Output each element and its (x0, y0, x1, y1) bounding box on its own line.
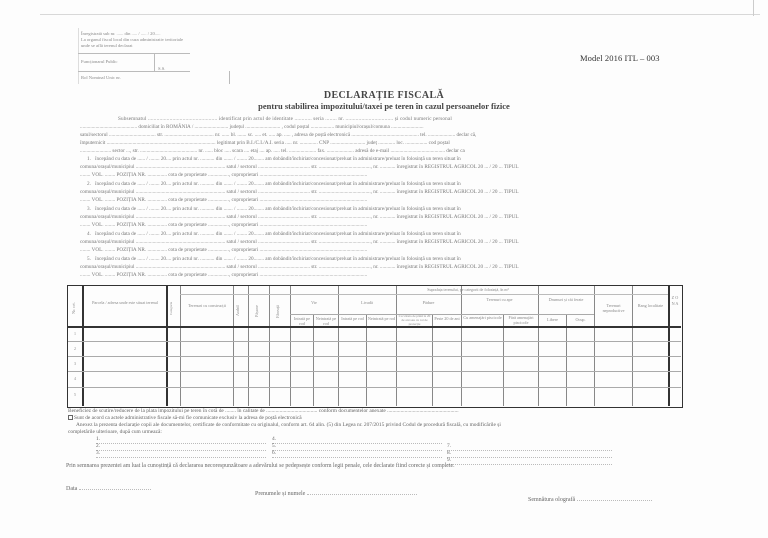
col-header-nr: Nr. crt. (71, 302, 76, 314)
annex-item-number: 7. (447, 443, 452, 449)
col-header-built-land: Terenuri cu construcții (188, 303, 226, 308)
group-header-roads: Drumuri și căi ferate (548, 297, 584, 302)
group-header-vineyard: Vie (311, 300, 317, 305)
row-line (68, 356, 681, 357)
annex-item-number: 9. (447, 457, 452, 463)
box-border (78, 28, 79, 84)
date-field-row[interactable] (66, 485, 151, 493)
grid-line (180, 294, 668, 295)
initials: S.S. (158, 66, 166, 71)
grid-line (538, 286, 539, 406)
divider (154, 53, 155, 71)
registration-line: Înregistrată sub nr. ...... din ..... / ..... / 20..... (81, 31, 161, 36)
col-header-parcel: Parcela / adresa unde este situat terenul (92, 300, 158, 305)
entry-5-line-3[interactable]: ........ VOL. ........ POZIȚIA NR. ............... cota de proprietate ................, coproprietari ................................................................................... (80, 272, 368, 278)
annex-item-number: 6. (272, 450, 277, 456)
date-label: Data (66, 486, 78, 492)
entry-1-number: 1. (87, 156, 91, 162)
grid-line (313, 314, 314, 406)
signature-field[interactable] (577, 496, 652, 501)
grid-line (82, 286, 84, 406)
grid-line (432, 314, 433, 406)
annex-item-number: 1. (96, 436, 101, 442)
entry-3-number: 3. (87, 206, 91, 212)
row-line (68, 341, 681, 342)
col-header-category: Categoria (169, 301, 173, 315)
intro-line-2[interactable]: ............................................ domiciliat în ROMÂNIA / .......................... județul ........................... , codul poștal .................. municipiul/orașul/comuna ......................... (80, 124, 424, 130)
row-number: 1 (73, 331, 77, 336)
role-label: Funcționarul Public (81, 59, 118, 64)
annex-line-1: Anexez la prezenta declarație copii ale documentelor, certificate de conformitate cu originalul, conform art. 64 alin. (5) din Legea nr. 207/2015 privind Codul de procedură fiscală, cu modificările și (76, 422, 501, 428)
col-header-pasture: Pășune (254, 305, 259, 317)
entry-3-line-3[interactable]: ........ VOL. ........ POZIȚIA NR. ............... cota de proprietate ................, coproprietari ................................................................................... (80, 222, 368, 228)
grid-line (290, 314, 594, 315)
divider (78, 53, 190, 54)
benefit-line[interactable]: Beneficiez de scutire/reducere de la plata impozitului pe teren în cotă de ........ în calitate de ...................................... conform documentelor anexate ..................................................... (68, 408, 459, 414)
entry-1-line-3[interactable]: ........ VOL. ........ POZIȚIA NR. ............... cota de proprietate ................, coproprietari ................................................................................... (80, 172, 368, 178)
col-header-rank: Rang localitate (637, 303, 664, 308)
email-consent-row[interactable] (68, 415, 302, 422)
entry-3-line-1[interactable]: începând cu data de ...... / ........ 20.... prin actul nr. ........... din ....... / ........ 20........ am dobândit/închiriat/concesionat/preluat în administrare/preluat în folosință un teren situat în (95, 206, 461, 212)
row-line (68, 387, 681, 388)
subheader-water-fish: Cu amenajări piscicole (463, 315, 502, 320)
entry-5-line-1[interactable]: începând cu data de ...... / ........ 20.... prin actul nr. ........... din ....... / ........ 20........ am dobândit/închiriat/concesionat/preluat în administrare/preluat în folosință un teren situat în (95, 256, 461, 262)
subheader-roads-free: Libere (547, 317, 558, 322)
name-field[interactable] (307, 490, 417, 495)
page-title: DECLARAȚIE FISCALĂ (323, 90, 445, 101)
intro-line-3[interactable]: satul/sectorul .................................... str. ...................................... nr. ...... bl. ....... sc. ..... et. ..... ap. ..... , adresa de poștă electronică .................................................... tel. ..................... declar că, (80, 132, 477, 138)
subheader-orchard-bearing: Intrată pe rod (341, 316, 364, 321)
col-header-arable: Arabil (235, 305, 240, 317)
entry-5-number: 5. (87, 256, 91, 262)
subheader-water-nofish: Fără amenajări piscicole (508, 315, 534, 325)
divider (229, 71, 230, 84)
entry-2-number: 2. (87, 181, 91, 187)
registration-box (78, 28, 190, 84)
grid-line (668, 286, 670, 406)
header-divider (68, 326, 681, 328)
entry-2-line-3[interactable]: ........ VOL. ........ POZIȚIA NR. ............... cota de proprietate ................, coproprietari ................................................................................... (80, 197, 368, 203)
subheader-vine-bearing: Intrată pe rod (294, 316, 310, 326)
entry-5-line-2[interactable]: comuna/orașul/municipiul ..................................................................... satul / sectorul ........................................ str. ........................................, nr. ............ înregistrat în REGISTRUL AGRICOL 20 ... / 20 ... TIPUL (80, 264, 519, 270)
model-code: Model 2016 ITL – 003 (580, 53, 660, 63)
group-header-water: Terenuri cu ape (486, 297, 513, 302)
scan-edge-mark (753, 0, 754, 16)
entry-4-line-1[interactable]: începând cu data de ...... / ........ 20.... prin actul nr. ........... din ....... / ........ 20........ am dobândit/închiriat/concesionat/preluat în administrare/preluat în folosință un teren situat în (95, 231, 461, 237)
annex-item-number: 4. (272, 436, 277, 442)
entry-4-number: 4. (87, 231, 91, 237)
intro-line-5[interactable]: ........................ sector ..., str. ............................................ nr. ...... bloc ..... scara .... etaj .... ap. ..... tel. ..................... fax. ..................... adresă de e-mail .......................................... declar ca (80, 148, 465, 154)
penal-statement: Prin semnarea prezentei am luat la cunoștință că declararea necorespunzătoare a adevărului se pedepsește conform legii penale, cele declarate fiind corecte și complete. (66, 463, 455, 469)
grid-line (269, 286, 270, 406)
annex-item-number: 3. (96, 450, 101, 456)
signature-field-row[interactable] (528, 496, 652, 504)
entry-1-line-1[interactable]: începând cu data de ...... / ........ 20.... prin actul nr. ........... din ....... / ........ 20........ am dobândit/închiriat/concesionat/preluat în administrare/preluat în folosință un teren situat în (95, 156, 461, 162)
grid-line (503, 314, 504, 406)
grid-line (566, 314, 567, 406)
annex-item-number: 5. (272, 443, 277, 449)
authority-line: La organul fiscal local din cuza administrativ teritoriale (81, 37, 184, 42)
entry-2-line-2[interactable]: comuna/orașul/municipiul ..................................................................... satul / sectorul ........................................ str. ........................................, nr. ............ înregistrat în REGISTRUL AGRICOL 20 ... / 20 ... TIPUL (80, 189, 519, 195)
table-superheader: Suprafața terenului, pe categorii de folosință, în m² (427, 287, 509, 292)
row-number: 4 (73, 376, 77, 381)
email-consent-checkbox[interactable] (68, 415, 73, 420)
divider (78, 71, 190, 72)
name-field-row[interactable] (255, 490, 417, 498)
row-line (68, 371, 681, 372)
email-consent-label: Sunt de acord ca actele administrative fiscale să-mi fie comunicate exclusiv la adresa de poștă electronică (74, 415, 302, 421)
entry-1-line-2[interactable]: comuna/orașul/municipiul ..................................................................... satul / sectorul ........................................ str. ........................................, nr. ............ înregistrat în REGISTRUL AGRICOL 20 ... / 20 ... TIPUL (80, 164, 519, 170)
grid-line (233, 286, 234, 406)
annex-item-number: 8. (447, 450, 452, 456)
name-label: Prenumele și numele (255, 491, 306, 497)
subheader-roads-occupied: Ocup. (575, 317, 586, 322)
annex-item-number: 2. (96, 443, 101, 449)
signature-label: Semnătura olografă (528, 497, 576, 503)
group-header-orchard: Livadă (361, 300, 373, 305)
page-subtitle: pentru stabilirea impozitului/taxei pe teren în cazul persoanelor fizice (258, 101, 510, 111)
grid-line (180, 286, 181, 406)
annex-item-6[interactable] (272, 450, 442, 458)
subheader-forest-old: Peste 20 de ani (434, 316, 460, 321)
subheader-orchard-nonbearing: Neintrată pe rod (367, 316, 396, 321)
grid-line (461, 286, 462, 406)
subheader-forest-young: Cu vârsta de până la 20 de ani sau cu rol de protecție (398, 314, 431, 326)
date-field[interactable] (79, 485, 151, 490)
row-number: 3 (73, 361, 77, 366)
intro-line-4[interactable]: împuternicit .................................................................................... legitimat prin B.I./C.I./A.I. seria ..... nr. .............. CNP ........................... județ ............. loc. ................. cod poștal (80, 140, 450, 146)
annex-line-2: completările ulterioare, după cum urmează: (68, 429, 162, 435)
annex-item-9[interactable] (447, 457, 612, 465)
grid-line (366, 314, 367, 406)
nominal-role-field[interactable]: Rol Nominal Unic nr. (81, 75, 121, 80)
annex-item-3[interactable] (96, 450, 266, 458)
entry-2-line-1[interactable]: începând cu data de ...... / ........ 20.... prin actul nr. ........... din ....... / ........ 20........ am dobândit/închiriat/concesionat/preluat în administrare/preluat în folosință un teren situat în (95, 181, 461, 187)
entry-4-line-3[interactable]: ........ VOL. ........ POZIȚIA NR. ............... cota de proprietate ................, coproprietari ................................................................................... (80, 247, 368, 253)
entry-4-line-2[interactable]: comuna/orașul/municipiul ..................................................................... satul / sectorul ........................................ str. ........................................, nr. ............ înregistrat în REGISTRUL AGRICOL 20 ... / 20 ... TIPUL (80, 239, 519, 245)
grid-line (166, 286, 168, 406)
col-header-zone: Z O N A (671, 295, 679, 306)
row-number: 2 (73, 346, 77, 351)
group-header-forest: Pădure (422, 300, 435, 305)
authority-line-2: unde se află terenul declarat (81, 43, 133, 48)
intro-line-1[interactable]: Subsemnatul ................................................ identificat prin actul de identitate ............ seria ........ nr. ................................. și codul numeric personal (118, 116, 452, 122)
scan-edge-line (40, 14, 760, 15)
row-number: 5 (73, 392, 77, 397)
col-header-unproductive: Terenuri neproductive (602, 303, 625, 313)
grid-line (248, 286, 249, 406)
land-surface-table (67, 285, 683, 408)
subheader-vine-nonbearing: Neintrată pe rod (315, 316, 337, 326)
col-header-hayfield: Fâneață (275, 304, 280, 318)
entry-3-line-2[interactable]: comuna/orașul/municipiul ..................................................................... satul / sectorul ........................................ str. ........................................, nr. ............ înregistrat în REGISTRUL AGRICOL 20 ... / 20 ... TIPUL (80, 214, 519, 220)
